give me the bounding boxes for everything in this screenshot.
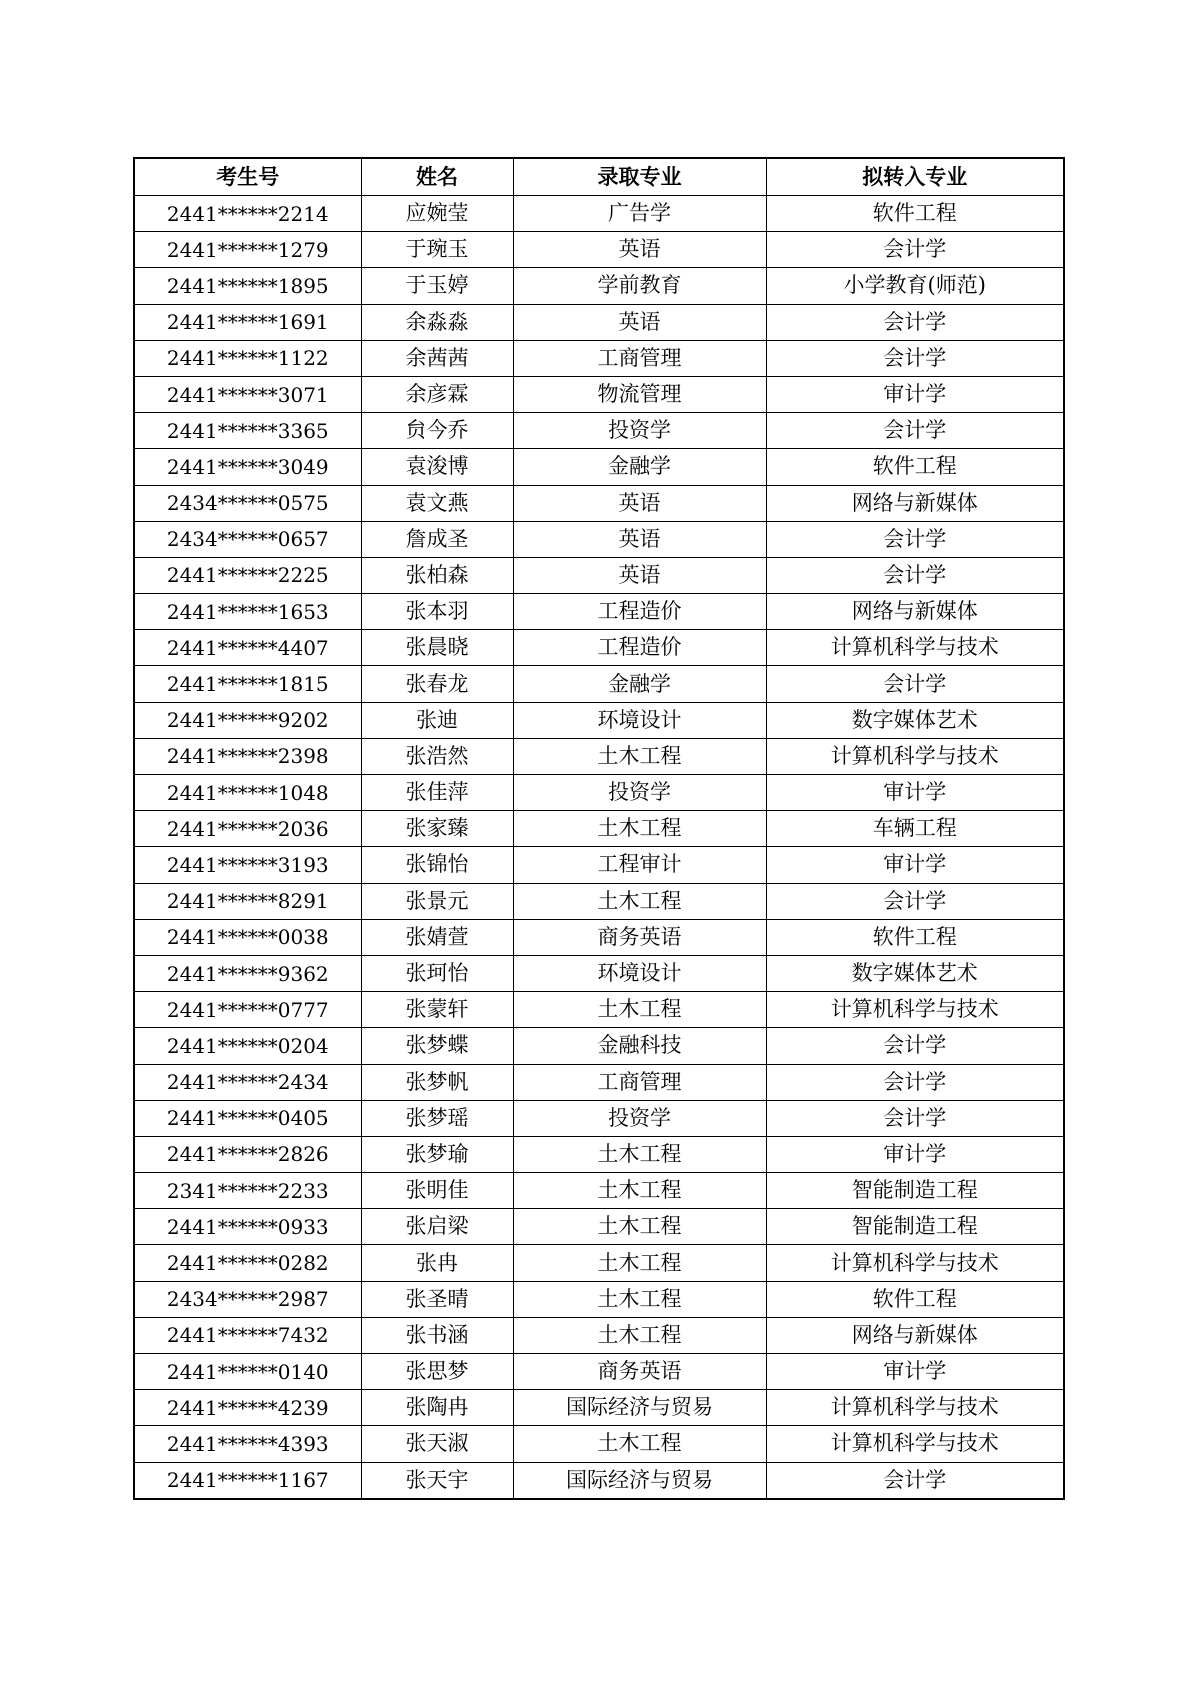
cell-target-major: 计算机科学与技术 xyxy=(766,1390,1064,1426)
table-row xyxy=(134,775,1064,811)
table-row xyxy=(134,847,1064,883)
cell-target-major: 软件工程 xyxy=(766,196,1064,232)
table-row xyxy=(134,304,1064,340)
cell-candidate-id: 2441******0405 xyxy=(134,1100,361,1136)
table-row xyxy=(134,1281,1064,1317)
cell-admitted-major: 英语 xyxy=(513,521,766,557)
table-header-row xyxy=(134,158,1064,196)
table-body xyxy=(134,196,1064,1499)
cell-target-major: 网络与新媒体 xyxy=(766,594,1064,630)
cell-target-major: 审计学 xyxy=(766,1354,1064,1390)
cell-name: 张锦怡 xyxy=(361,847,513,883)
cell-candidate-id: 2441******1815 xyxy=(134,666,361,702)
cell-candidate-id: 2441******8291 xyxy=(134,883,361,919)
cell-name: 张书涵 xyxy=(361,1317,513,1353)
cell-target-major: 软件工程 xyxy=(766,449,1064,485)
cell-name: 于玉婷 xyxy=(361,268,513,304)
cell-admitted-major: 工程造价 xyxy=(513,630,766,666)
cell-candidate-id: 2441******1167 xyxy=(134,1462,361,1499)
header-candidate-id: 考生号 xyxy=(134,158,361,196)
cell-name: 张陶冉 xyxy=(361,1390,513,1426)
table-row xyxy=(134,1426,1064,1462)
cell-target-major: 计算机科学与技术 xyxy=(766,1426,1064,1462)
cell-admitted-major: 国际经济与贸易 xyxy=(513,1462,766,1499)
cell-candidate-id: 2441******3049 xyxy=(134,449,361,485)
header-name: 姓名 xyxy=(361,158,513,196)
cell-name: 贠今乔 xyxy=(361,413,513,449)
cell-target-major: 会计学 xyxy=(766,232,1064,268)
cell-name: 张思梦 xyxy=(361,1354,513,1390)
cell-target-major: 智能制造工程 xyxy=(766,1173,1064,1209)
cell-candidate-id: 2441******0204 xyxy=(134,1028,361,1064)
cell-name: 袁文燕 xyxy=(361,485,513,521)
cell-admitted-major: 土木工程 xyxy=(513,811,766,847)
cell-target-major: 会计学 xyxy=(766,666,1064,702)
table-row xyxy=(134,232,1064,268)
cell-target-major: 会计学 xyxy=(766,521,1064,557)
cell-admitted-major: 工程审计 xyxy=(513,847,766,883)
table-row xyxy=(134,1462,1064,1499)
cell-name: 张浩然 xyxy=(361,738,513,774)
cell-target-major: 车辆工程 xyxy=(766,811,1064,847)
cell-name: 张婧萱 xyxy=(361,919,513,955)
cell-target-major: 计算机科学与技术 xyxy=(766,992,1064,1028)
cell-target-major: 审计学 xyxy=(766,1136,1064,1172)
cell-admitted-major: 商务英语 xyxy=(513,1354,766,1390)
cell-target-major: 数字媒体艺术 xyxy=(766,955,1064,991)
cell-name: 于琬玉 xyxy=(361,232,513,268)
table-row xyxy=(134,1245,1064,1281)
table-row xyxy=(134,1100,1064,1136)
cell-candidate-id: 2441******4239 xyxy=(134,1390,361,1426)
cell-name: 张柏森 xyxy=(361,557,513,593)
cell-admitted-major: 工商管理 xyxy=(513,1064,766,1100)
table-row xyxy=(134,449,1064,485)
cell-target-major: 会计学 xyxy=(766,413,1064,449)
table-row xyxy=(134,1390,1064,1426)
table-row xyxy=(134,630,1064,666)
cell-admitted-major: 环境设计 xyxy=(513,955,766,991)
cell-admitted-major: 环境设计 xyxy=(513,702,766,738)
cell-admitted-major: 土木工程 xyxy=(513,1317,766,1353)
table-row xyxy=(134,955,1064,991)
table-row xyxy=(134,1209,1064,1245)
cell-target-major: 计算机科学与技术 xyxy=(766,1245,1064,1281)
table-row xyxy=(134,557,1064,593)
cell-admitted-major: 投资学 xyxy=(513,1100,766,1136)
table-row xyxy=(134,413,1064,449)
cell-name: 张珂怡 xyxy=(361,955,513,991)
cell-candidate-id: 2441******4393 xyxy=(134,1426,361,1462)
table-row xyxy=(134,521,1064,557)
cell-candidate-id: 2441******1895 xyxy=(134,268,361,304)
cell-admitted-major: 土木工程 xyxy=(513,1426,766,1462)
cell-target-major: 会计学 xyxy=(766,1462,1064,1499)
cell-candidate-id: 2434******0575 xyxy=(134,485,361,521)
cell-target-major: 会计学 xyxy=(766,557,1064,593)
table-row xyxy=(134,340,1064,376)
cell-name: 应婉莹 xyxy=(361,196,513,232)
cell-admitted-major: 土木工程 xyxy=(513,992,766,1028)
cell-target-major: 会计学 xyxy=(766,304,1064,340)
cell-candidate-id: 2341******2233 xyxy=(134,1173,361,1209)
cell-name: 张景元 xyxy=(361,883,513,919)
cell-name: 余淼淼 xyxy=(361,304,513,340)
table-row xyxy=(134,666,1064,702)
cell-target-major: 数字媒体艺术 xyxy=(766,702,1064,738)
cell-name: 张天宇 xyxy=(361,1462,513,1499)
cell-target-major: 会计学 xyxy=(766,340,1064,376)
cell-candidate-id: 2441******9362 xyxy=(134,955,361,991)
cell-candidate-id: 2441******7432 xyxy=(134,1317,361,1353)
header-target-major: 拟转入专业 xyxy=(766,158,1064,196)
cell-candidate-id: 2441******3071 xyxy=(134,376,361,412)
cell-name: 张晨晓 xyxy=(361,630,513,666)
transfer-table xyxy=(133,157,1065,1500)
cell-name: 张天淑 xyxy=(361,1426,513,1462)
table-row xyxy=(134,485,1064,521)
cell-candidate-id: 2434******0657 xyxy=(134,521,361,557)
cell-candidate-id: 2441******1048 xyxy=(134,775,361,811)
cell-admitted-major: 土木工程 xyxy=(513,1136,766,1172)
cell-name: 张家臻 xyxy=(361,811,513,847)
cell-admitted-major: 国际经济与贸易 xyxy=(513,1390,766,1426)
cell-admitted-major: 商务英语 xyxy=(513,919,766,955)
cell-admitted-major: 土木工程 xyxy=(513,738,766,774)
cell-target-major: 审计学 xyxy=(766,847,1064,883)
cell-name: 张明佳 xyxy=(361,1173,513,1209)
cell-candidate-id: 2441******0140 xyxy=(134,1354,361,1390)
cell-candidate-id: 2441******2434 xyxy=(134,1064,361,1100)
table-row xyxy=(134,811,1064,847)
table-row xyxy=(134,376,1064,412)
cell-target-major: 审计学 xyxy=(766,775,1064,811)
cell-target-major: 网络与新媒体 xyxy=(766,1317,1064,1353)
table-row xyxy=(134,196,1064,232)
cell-name: 张梦帆 xyxy=(361,1064,513,1100)
table-row xyxy=(134,1064,1064,1100)
cell-candidate-id: 2441******2225 xyxy=(134,557,361,593)
cell-admitted-major: 英语 xyxy=(513,232,766,268)
cell-name: 张启梁 xyxy=(361,1209,513,1245)
cell-name: 张梦蝶 xyxy=(361,1028,513,1064)
cell-name: 张蒙轩 xyxy=(361,992,513,1028)
cell-candidate-id: 2441******2036 xyxy=(134,811,361,847)
cell-admitted-major: 投资学 xyxy=(513,775,766,811)
cell-name: 张佳萍 xyxy=(361,775,513,811)
cell-name: 张迪 xyxy=(361,702,513,738)
cell-admitted-major: 金融科技 xyxy=(513,1028,766,1064)
cell-admitted-major: 英语 xyxy=(513,304,766,340)
cell-target-major: 网络与新媒体 xyxy=(766,485,1064,521)
cell-admitted-major: 物流管理 xyxy=(513,376,766,412)
table-row xyxy=(134,1173,1064,1209)
cell-admitted-major: 土木工程 xyxy=(513,1209,766,1245)
cell-candidate-id: 2441******2398 xyxy=(134,738,361,774)
cell-target-major: 计算机科学与技术 xyxy=(766,738,1064,774)
cell-admitted-major: 工商管理 xyxy=(513,340,766,376)
table-row xyxy=(134,738,1064,774)
cell-candidate-id: 2441******0777 xyxy=(134,992,361,1028)
cell-candidate-id: 2441******0282 xyxy=(134,1245,361,1281)
cell-candidate-id: 2441******3193 xyxy=(134,847,361,883)
cell-admitted-major: 金融学 xyxy=(513,449,766,485)
cell-target-major: 软件工程 xyxy=(766,1281,1064,1317)
cell-admitted-major: 金融学 xyxy=(513,666,766,702)
table-row xyxy=(134,992,1064,1028)
cell-admitted-major: 工程造价 xyxy=(513,594,766,630)
header-admitted-major: 录取专业 xyxy=(513,158,766,196)
cell-name: 张春龙 xyxy=(361,666,513,702)
cell-admitted-major: 英语 xyxy=(513,485,766,521)
cell-admitted-major: 土木工程 xyxy=(513,1173,766,1209)
cell-target-major: 计算机科学与技术 xyxy=(766,630,1064,666)
cell-target-major: 会计学 xyxy=(766,1064,1064,1100)
cell-name: 张梦瑜 xyxy=(361,1136,513,1172)
cell-candidate-id: 2441******2826 xyxy=(134,1136,361,1172)
cell-candidate-id: 2441******1691 xyxy=(134,304,361,340)
cell-candidate-id: 2441******0933 xyxy=(134,1209,361,1245)
cell-target-major: 会计学 xyxy=(766,883,1064,919)
table-row xyxy=(134,1028,1064,1064)
table-row xyxy=(134,919,1064,955)
table-row xyxy=(134,1136,1064,1172)
cell-candidate-id: 2441******9202 xyxy=(134,702,361,738)
table-row xyxy=(134,883,1064,919)
cell-name: 张圣晴 xyxy=(361,1281,513,1317)
cell-admitted-major: 土木工程 xyxy=(513,883,766,919)
cell-admitted-major: 投资学 xyxy=(513,413,766,449)
cell-name: 张本羽 xyxy=(361,594,513,630)
cell-candidate-id: 2441******1653 xyxy=(134,594,361,630)
cell-candidate-id: 2441******4407 xyxy=(134,630,361,666)
cell-target-major: 会计学 xyxy=(766,1028,1064,1064)
table-row xyxy=(134,268,1064,304)
cell-admitted-major: 学前教育 xyxy=(513,268,766,304)
cell-admitted-major: 英语 xyxy=(513,557,766,593)
cell-name: 余彦霖 xyxy=(361,376,513,412)
cell-admitted-major: 土木工程 xyxy=(513,1281,766,1317)
cell-target-major: 会计学 xyxy=(766,1100,1064,1136)
cell-target-major: 软件工程 xyxy=(766,919,1064,955)
transfer-list-sheet xyxy=(133,157,1065,1500)
cell-candidate-id: 2441******3365 xyxy=(134,413,361,449)
table-row xyxy=(134,702,1064,738)
cell-candidate-id: 2441******2214 xyxy=(134,196,361,232)
cell-admitted-major: 广告学 xyxy=(513,196,766,232)
cell-candidate-id: 2441******1279 xyxy=(134,232,361,268)
cell-admitted-major: 土木工程 xyxy=(513,1245,766,1281)
cell-name: 余茜茜 xyxy=(361,340,513,376)
table-row xyxy=(134,594,1064,630)
cell-target-major: 智能制造工程 xyxy=(766,1209,1064,1245)
table-row xyxy=(134,1317,1064,1353)
cell-name: 詹成圣 xyxy=(361,521,513,557)
cell-name: 张冉 xyxy=(361,1245,513,1281)
cell-target-major: 小学教育(师范) xyxy=(766,268,1064,304)
cell-candidate-id: 2441******0038 xyxy=(134,919,361,955)
cell-candidate-id: 2434******2987 xyxy=(134,1281,361,1317)
cell-name: 张梦瑶 xyxy=(361,1100,513,1136)
cell-candidate-id: 2441******1122 xyxy=(134,340,361,376)
table-row xyxy=(134,1354,1064,1390)
cell-name: 袁浚博 xyxy=(361,449,513,485)
cell-target-major: 审计学 xyxy=(766,376,1064,412)
